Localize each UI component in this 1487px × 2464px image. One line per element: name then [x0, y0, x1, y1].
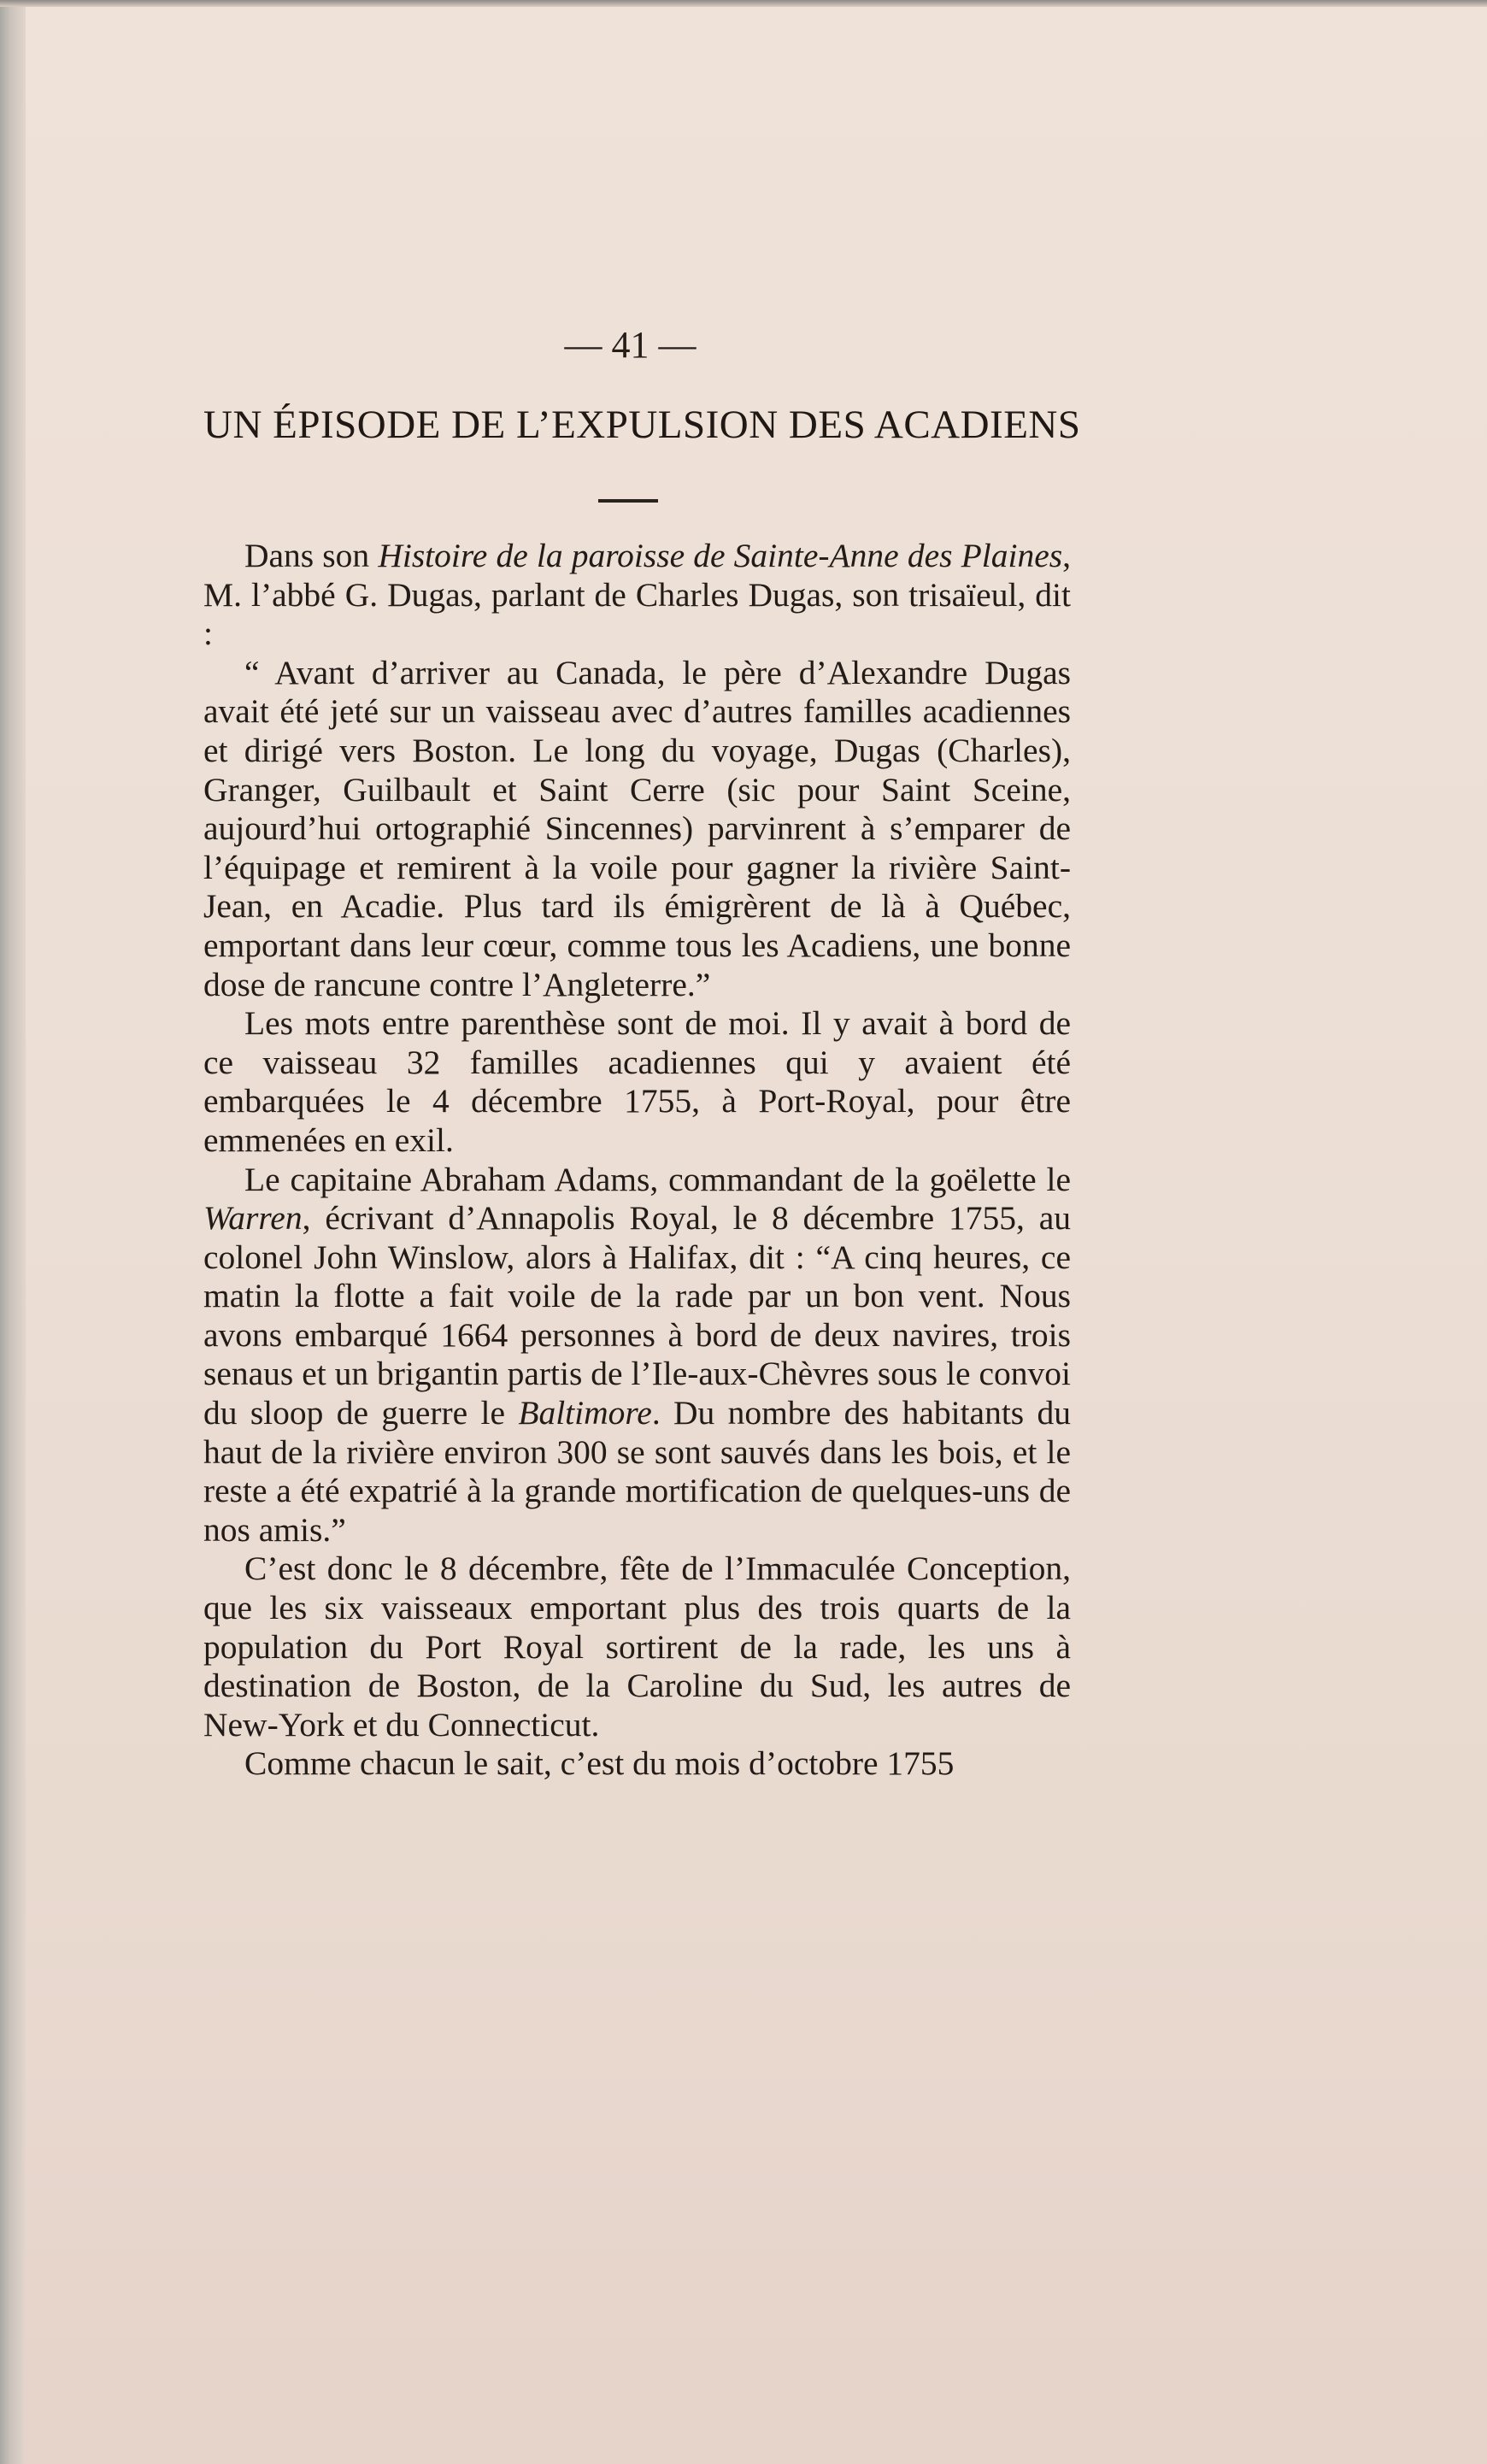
paragraph [203, 1744, 1071, 1784]
book-title: Histoire de la paroisse de Sainte-Anne des Plaines [378, 537, 1063, 574]
paragraph [203, 1004, 1071, 1160]
title-rule [598, 499, 658, 503]
ship-name: Baltimore [518, 1394, 652, 1432]
page-number: — 41 — [564, 324, 696, 366]
text-run: Dans son [244, 537, 379, 574]
text-run: “ Avant d’arriver au Canada, le père d’Alexandre Dugas avait été jeté sur un vaisseau avec d’autres familles acadiennes et dirigé vers Boston. Le long du voyage, Dugas (Charles), Granger, Guilbault et Saint Cerre (sic pour Saint Sceine, aujourd’hui ortographié Sincennes) parvinrent à s’emparer de l’équipage et remirent à la voile pour gagner la rivière Saint-Jean, en Acadie. Plus tard ils émigrèrent de là à Québec, emportant dans leur cœur, comme tous les Acadiens, une bonne dose de rancune contre l’Angleterre.” [203, 653, 1071, 1003]
text-run: Les mots entre parenthèse sont de moi. Il y avait à bord de ce vaisseau 32 familles acadiennes qui y avaient été embarquées le 4 décembre 1755, à Port-Royal, pour être emmenées en exil. [203, 1004, 1071, 1159]
chapter-title: UN ÉPISODE DE L’EXPULSION DES ACADIENS [203, 403, 1081, 447]
paragraph [203, 1550, 1071, 1744]
text-run: . Du nombre des habitants du haut de la rivière environ 300 se sont sauvés dans les bois, et le reste a été expatrié à la grande mortification de quelques-uns de nos amis.” [203, 1394, 1071, 1549]
text-run: Le capitaine Abraham Adams, commandant de la goëlette le [244, 1160, 1071, 1198]
paragraph [203, 1161, 1071, 1550]
body-text [203, 537, 1071, 1784]
text-run: C’est donc le 8 décembre, fête de l’Immaculée Conception, que les six vaisseaux emportant plus des trois quarts de la population du Port Royal sortirent de la rade, les uns à destination de Boston, de la Caroline du Sud, les autres de New-York et du Connecticut. [203, 1550, 1071, 1744]
page-top-edge [0, 0, 1487, 7]
paragraph [203, 537, 1071, 654]
paragraph [203, 654, 1071, 1004]
binding-edge [0, 0, 26, 2464]
text-run: Comme chacun le sait, c’est du mois d’octobre 1755 [244, 1744, 955, 1783]
text-run: , M. l’abbé G. Dugas, parlant de Charles Dugas, son trisaïeul, dit : [203, 537, 1071, 653]
ship-name: Warren [203, 1199, 303, 1238]
text-run: , écrivant d’Annapolis Royal, le 8 décembre 1755, au colonel John Winslow, alors à Halifax, dit : “A cinq heures, ce matin la flotte a fait voile de la rade par un bon vent. Nous avons embarqué 1664 personnes à bord de deux navires, trois senaus et un brigantin partis de l’Ile-aux-Chèvres sous le convoi du sloop de guerre le [203, 1199, 1071, 1432]
